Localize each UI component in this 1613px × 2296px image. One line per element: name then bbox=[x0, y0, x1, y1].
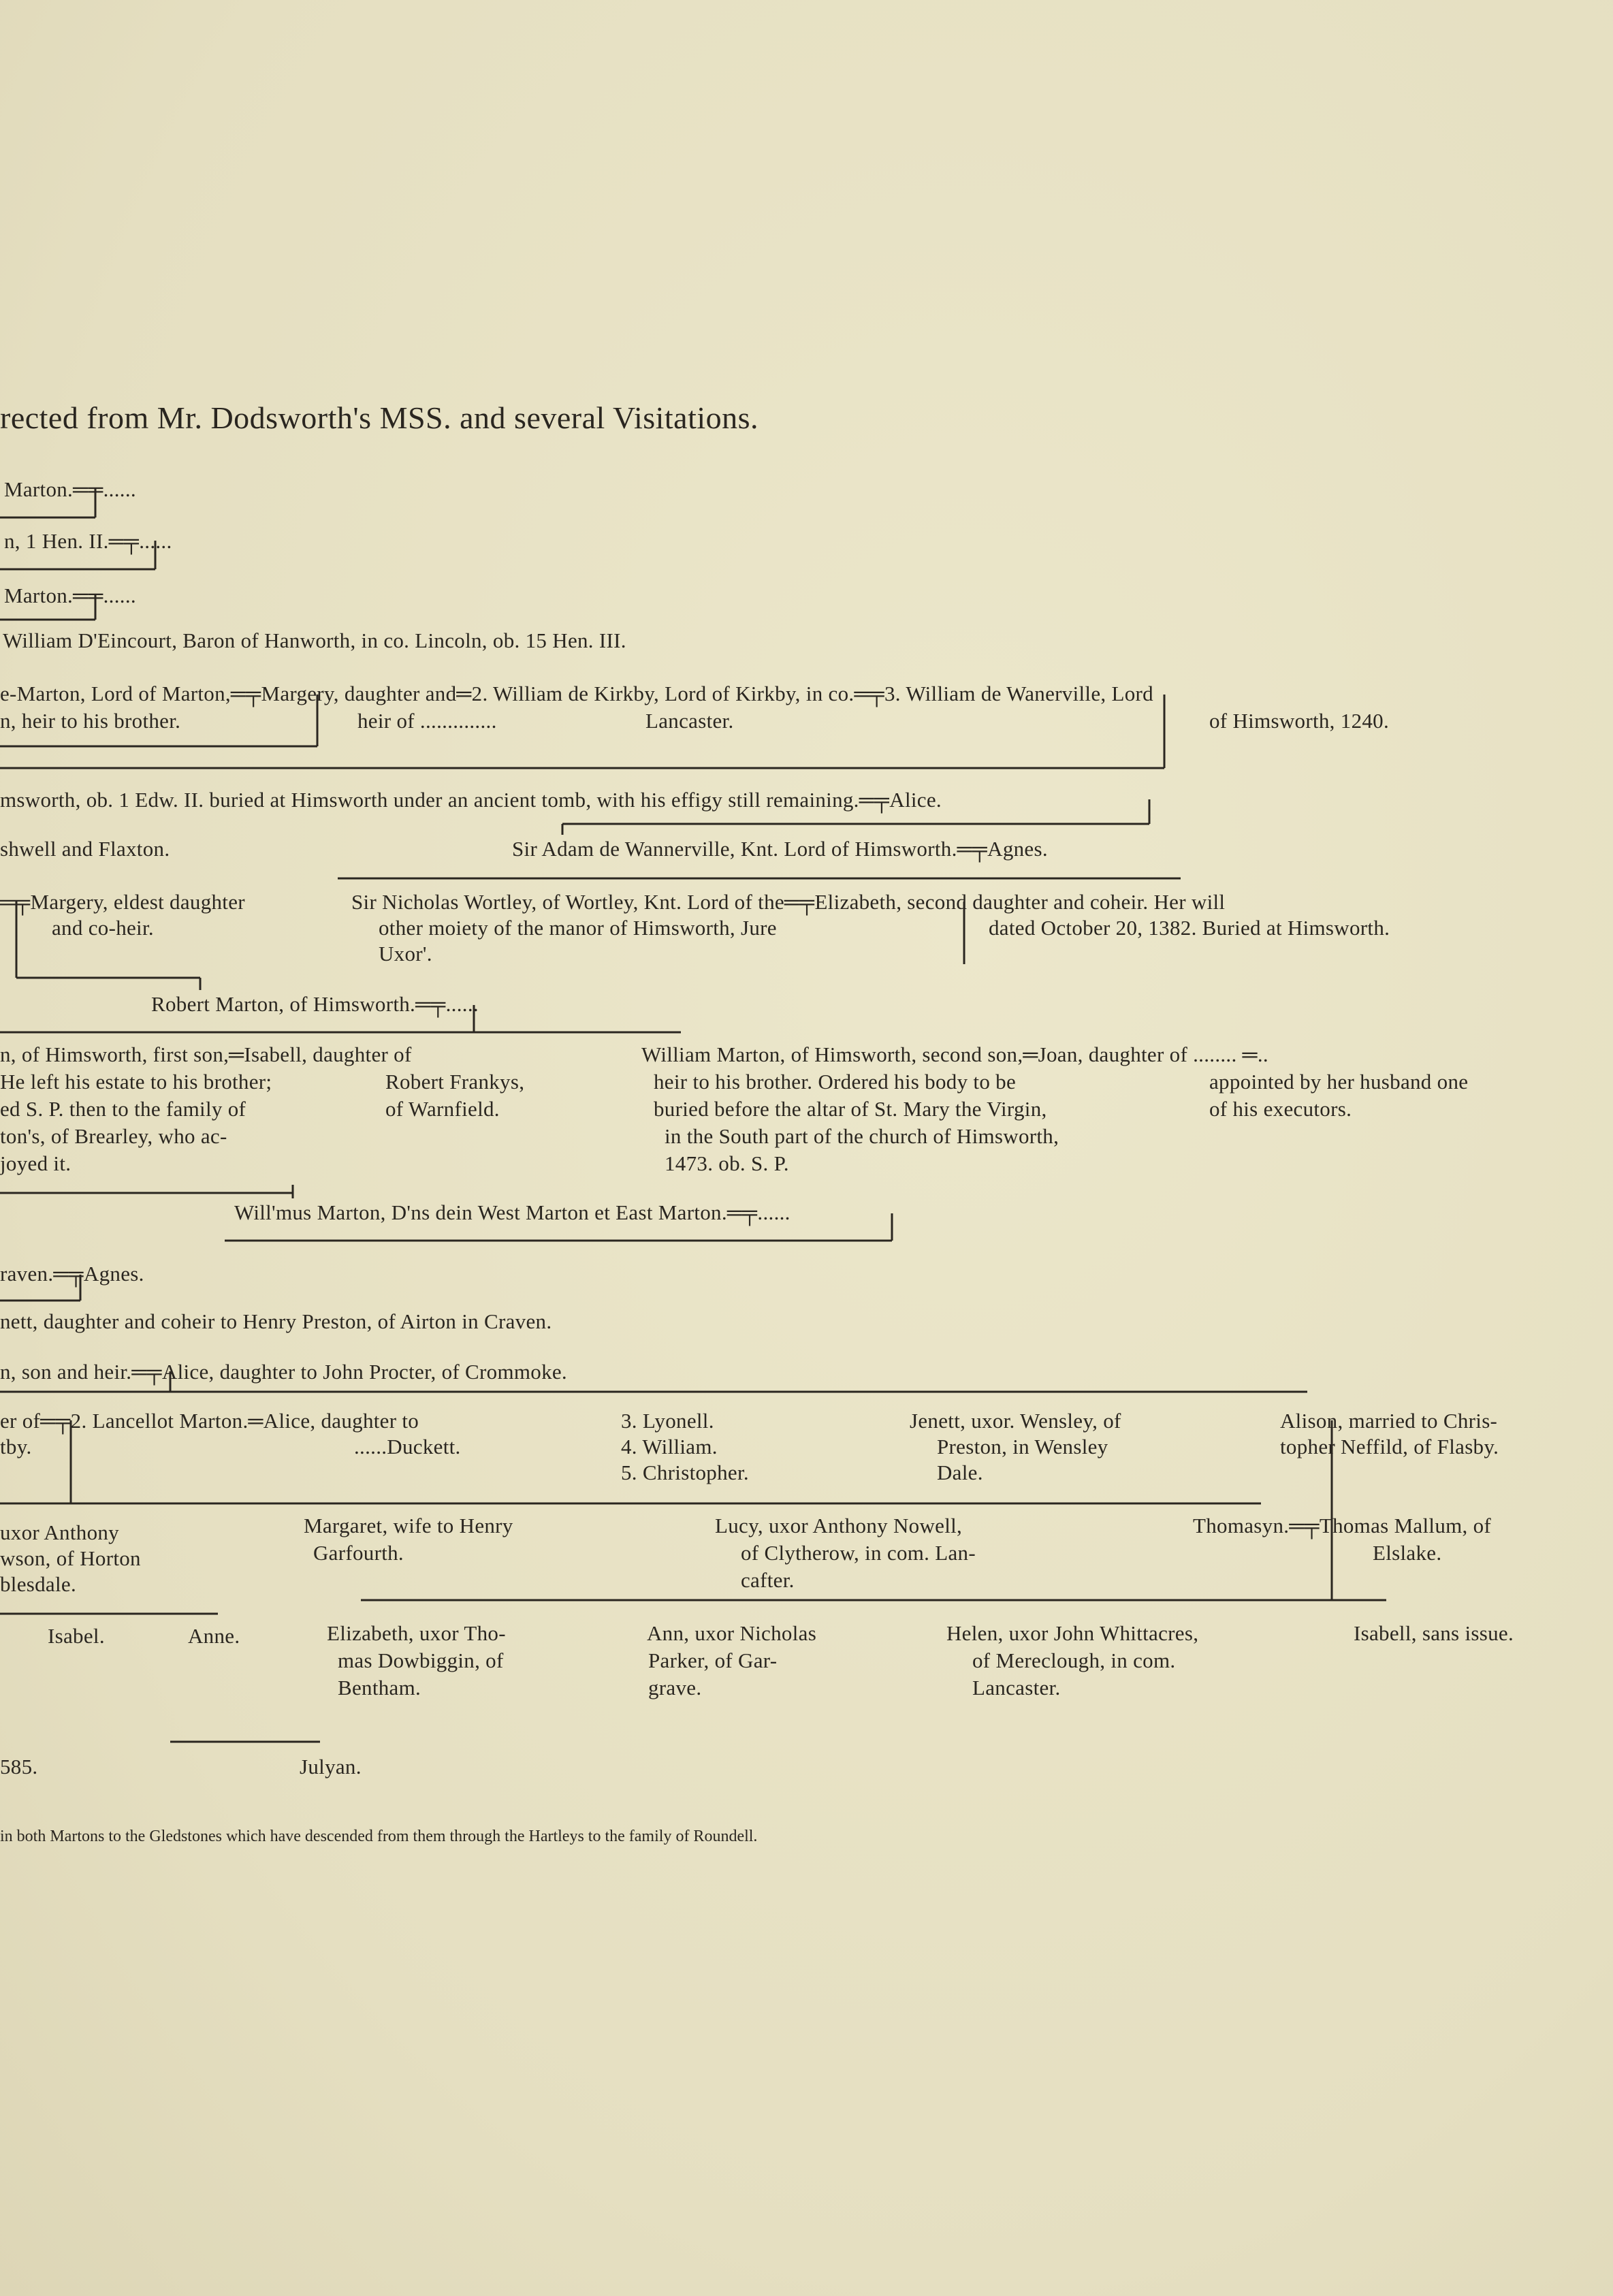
pedigree-entry: of Himsworth, 1240. bbox=[1209, 709, 1390, 733]
pedigree-entry: mas Dowbiggin, of bbox=[338, 1648, 504, 1672]
pedigree-entry: topher Neffild, of Flasby. bbox=[1280, 1435, 1499, 1458]
pedigree-entry: Lancaster. bbox=[972, 1676, 1061, 1700]
pedigree-entry: heir of .............. bbox=[357, 709, 497, 733]
pedigree-entry: Alison, married to Chris- bbox=[1280, 1409, 1498, 1433]
pedigree-entry: Uxor'. bbox=[379, 942, 432, 966]
pedigree-entry: n, heir to his brother. bbox=[0, 709, 181, 733]
pedigree-entry: Lucy, uxor Anthony Nowell, bbox=[715, 1514, 963, 1537]
pedigree-entry: and co-heir. bbox=[52, 916, 154, 940]
pedigree-entry: Elizabeth, uxor Tho- bbox=[327, 1621, 506, 1645]
pedigree-entry: Lancaster. bbox=[645, 709, 734, 733]
pedigree-entry: Robert Marton, of Himsworth.═╤...... bbox=[151, 992, 479, 1016]
pedigree-entry: Marton.═╤...... bbox=[4, 584, 136, 607]
pedigree-entry: Anne. bbox=[188, 1624, 240, 1648]
pedigree-entry: Parker, of Gar- bbox=[648, 1648, 778, 1672]
pedigree-entry: tby. bbox=[0, 1435, 32, 1458]
pedigree-entry: Elslake. bbox=[1373, 1541, 1442, 1565]
pedigree-entry: uxor Anthony bbox=[0, 1520, 119, 1544]
pedigree-entry: heir to his brother. Ordered his body to be bbox=[654, 1070, 1017, 1094]
pedigree-entry: Dale. bbox=[937, 1461, 983, 1484]
pedigree-entry: Helen, uxor John Whittacres, bbox=[946, 1621, 1199, 1645]
pedigree-entry: Marton.═╤...... bbox=[4, 477, 136, 501]
pedigree-entry: n, son and heir.═╤Alice, daughter to John Procter, of Crommoke. bbox=[0, 1360, 567, 1384]
pedigree-entry: Margaret, wife to Henry bbox=[304, 1514, 513, 1537]
pedigree-entry: of Mereclough, in com. bbox=[972, 1648, 1176, 1672]
pedigree-entry: er of═╤2. Lancellot Marton.═Alice, daughter to bbox=[0, 1409, 419, 1433]
pedigree-entry: other moiety of the manor of Himsworth, Jure bbox=[379, 916, 777, 940]
pedigree-entry: cafter. bbox=[741, 1568, 795, 1592]
pedigree-entry: of Warnfield. bbox=[385, 1097, 500, 1121]
pedigree-entry: blesdale. bbox=[0, 1572, 77, 1596]
pedigree-entry: n, 1 Hen. II.═╤...... bbox=[4, 529, 172, 553]
pedigree-entry: of his executors. bbox=[1209, 1097, 1352, 1121]
pedigree-entry: raven.═╤Agnes. bbox=[0, 1262, 144, 1286]
pedigree-entry: ed S. P. then to the family of bbox=[0, 1097, 246, 1121]
pedigree-entry: e-Marton, Lord of Marton,═╤Margery, daughter and═2. William de Kirkby, Lord of Kirkby, in co.═╤3. William de Wanerville, Lord bbox=[0, 682, 1153, 705]
pedigree-entry: dated October 20, 1382. Buried at Himsworth. bbox=[989, 916, 1390, 940]
pedigree-entry: n, of Himsworth, first son,═Isabell, daughter of bbox=[0, 1042, 412, 1066]
pedigree-entry: William D'Eincourt, Baron of Hanworth, in co. Lincoln, ob. 15 Hen. III. bbox=[3, 628, 626, 652]
pedigree-entry: 1473. ob. S. P. bbox=[665, 1151, 789, 1175]
pedigree-entry: Sir Adam de Wannerville, Knt. Lord of Himsworth.═╤Agnes. bbox=[512, 837, 1048, 861]
pedigree-entry: 5. Christopher. bbox=[621, 1461, 749, 1484]
pedigree-entry: in the South part of the church of Himsworth, bbox=[665, 1124, 1059, 1148]
pedigree-entry: nett, daughter and coheir to Henry Preston, of Airton in Craven. bbox=[0, 1309, 552, 1333]
pedigree-entry: Isabel. bbox=[48, 1624, 105, 1648]
pedigree-entry: wson, of Horton bbox=[0, 1546, 141, 1570]
pedigree-entry: William Marton, of Himsworth, second son,═Joan, daughter of ........ ═.. bbox=[641, 1042, 1268, 1066]
pedigree-entry: Garfourth. bbox=[313, 1541, 404, 1565]
pedigree-entry: 585. bbox=[0, 1755, 38, 1779]
pedigree-entry: shwell and Flaxton. bbox=[0, 837, 170, 861]
pedigree-entry: Jenett, uxor. Wensley, of bbox=[910, 1409, 1121, 1433]
pedigree-entry: Preston, in Wensley bbox=[937, 1435, 1108, 1458]
pedigree-entry: buried before the altar of St. Mary the Virgin, bbox=[654, 1097, 1047, 1121]
pedigree-entry: Thomasyn.═╤Thomas Mallum, of bbox=[1193, 1514, 1492, 1537]
pedigree-entry: Sir Nicholas Wortley, of Wortley, Knt. Lord of the═╤Elizabeth, second daughter and coheir. Her will bbox=[351, 890, 1226, 914]
pedigree-entry: Ann, uxor Nicholas bbox=[647, 1621, 817, 1645]
pedigree-entry: joyed it. bbox=[0, 1151, 71, 1175]
page-title: rected from Mr. Dodsworth's MSS. and several Visitations. bbox=[0, 400, 759, 435]
pedigree-entry: appointed by her husband one bbox=[1209, 1070, 1469, 1094]
pedigree-entry: He left his estate to his brother; bbox=[0, 1070, 272, 1094]
pedigree-entry: 3. Lyonell. bbox=[621, 1409, 714, 1433]
pedigree-entry: grave. bbox=[648, 1676, 702, 1700]
pedigree-entry: 4. William. bbox=[621, 1435, 718, 1458]
pedigree-entry: ═╤Margery, eldest daughter bbox=[0, 890, 245, 914]
pedigree-entry: ton's, of Brearley, who ac- bbox=[0, 1124, 227, 1148]
pedigree-entry: of Clytherow, in com. Lan- bbox=[741, 1541, 976, 1565]
footnote: in both Martons to the Gledstones which have descended from them through the Hartleys to the family of Roundell. bbox=[0, 1828, 758, 1845]
pedigree-entry: ......Duckett. bbox=[354, 1435, 461, 1458]
pedigree-entry: Julyan. bbox=[300, 1755, 362, 1779]
pedigree-entry: Will'mus Marton, D'ns dein West Marton et East Marton.═╤...... bbox=[234, 1200, 790, 1224]
pedigree-entry: Bentham. bbox=[338, 1676, 421, 1700]
pedigree-entry: Isabell, sans issue. bbox=[1354, 1621, 1514, 1645]
pedigree-entry: msworth, ob. 1 Edw. II. buried at Himsworth under an ancient tomb, with his effigy still remaining.═╤Alice. bbox=[0, 788, 942, 812]
pedigree-entry: Robert Frankys, bbox=[385, 1070, 525, 1094]
